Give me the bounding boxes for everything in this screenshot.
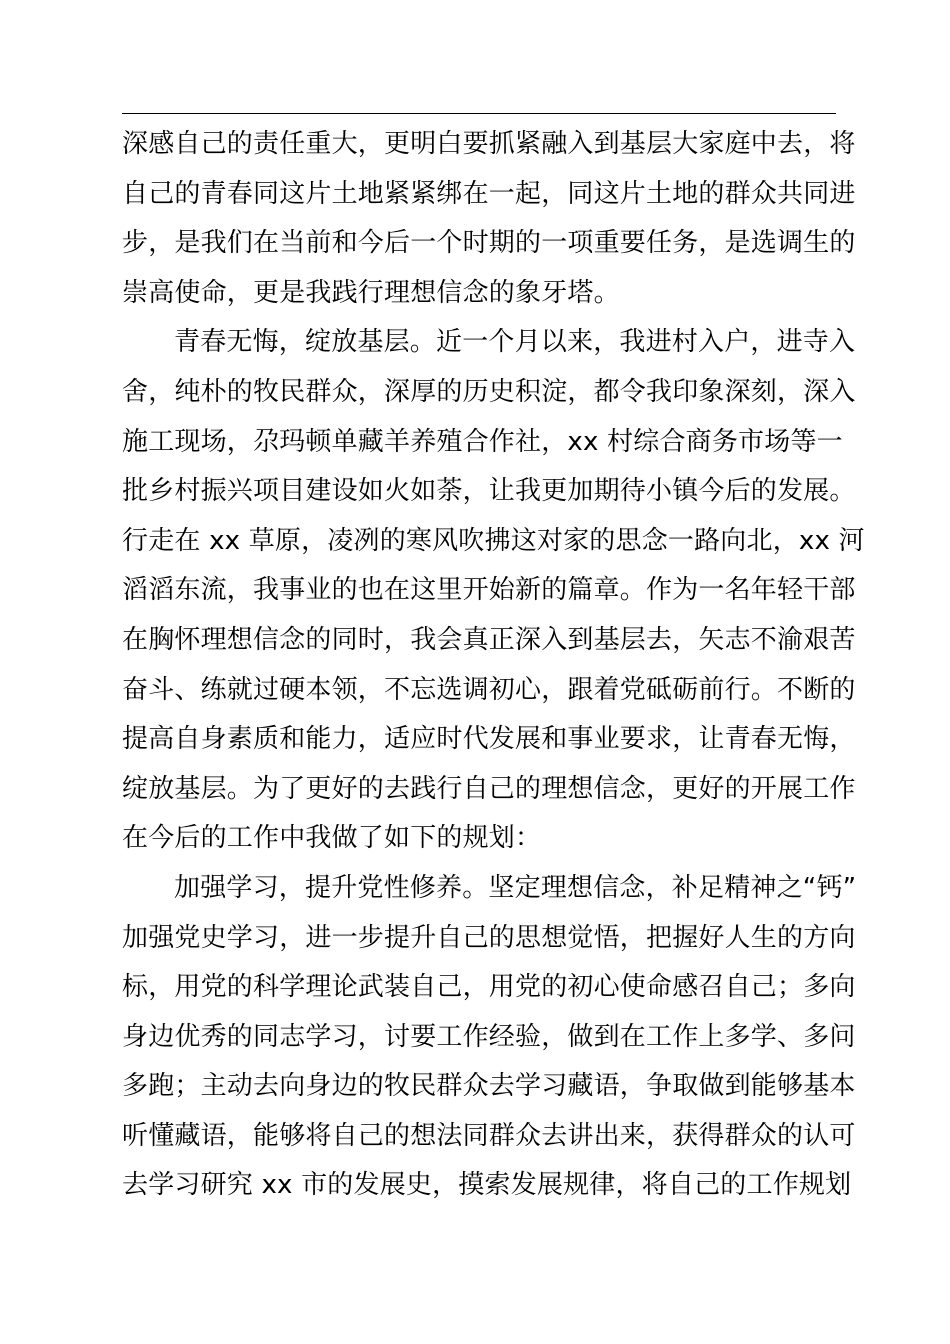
text-line: 滔滔东流，我事业的也在这里开始新的篇章。作为一名年轻干部 xyxy=(122,575,856,606)
text-line: 绽放基层。为了更好的去践行自己的理想信念，更好的开展工作 xyxy=(122,773,856,804)
text-line: 自己的青春同这片土地紧紧绑在一起，同这片土地的群众共同进 xyxy=(122,178,856,209)
text-line: 奋斗、练就过硬本领，不忘选调初心，跟着党砥砺前行。不断的 xyxy=(122,674,856,705)
text-line: 施工现场，尕玛顿单藏羊养殖合作社，xx 村综合商务市场等一 xyxy=(122,426,843,457)
text-line: 听懂藏语，能够将自己的想法同群众去讲出来，获得群众的认可 xyxy=(122,1120,856,1151)
header-rule xyxy=(122,113,836,114)
body-text xyxy=(122,120,865,1211)
text-line: 提高自身素质和能力，适应时代发展和事业要求，让青春无悔， xyxy=(122,724,856,755)
paragraph-start-line: 加强学习，提升党性修养。坚定理想信念，补足精神之“钙” xyxy=(174,872,857,903)
text-line: 批乡村振兴项目建设如火如荼，让我更加期待小镇今后的发展。 xyxy=(122,476,856,507)
text-line: 步，是我们在当前和今后一个时期的一项重要任务，是选调生的 xyxy=(122,228,856,259)
text-line: 在今后的工作中我做了如下的规划： xyxy=(122,823,542,854)
text-line: 多跑；主动去向身边的牧民群众去学习藏语，争取做到能够基本 xyxy=(122,1071,856,1102)
text-line: 深感自己的责任重大，更明白要抓紧融入到基层大家庭中去，将 xyxy=(122,129,856,159)
text-line: 在胸怀理想信念的同时，我会真正深入到基层去，矢志不渝艰苦 xyxy=(122,624,856,655)
text-line: 标，用党的科学理论武装自己，用党的初心使命感召自己；多向 xyxy=(122,972,856,1003)
text-line: 行走在 xx 草原，凌冽的寒风吹拂这对家的思念一路向北，xx 河 xyxy=(122,525,865,556)
text-line: 舍，纯朴的牧民群众，深厚的历史积淀，都令我印象深刻，深入 xyxy=(122,376,856,407)
text-line: 身边优秀的同志学习，讨要工作经验，做到在工作上多学、多问 xyxy=(122,1021,856,1052)
text-line: 加强党史学习，进一步提升自己的思想觉悟，把握好人生的方向 xyxy=(122,922,856,953)
text-line: 去学习研究 xx 市的发展史，摸索发展规律，将自己的工作规划 xyxy=(122,1170,852,1201)
text-line: 崇高使命，更是我践行理想信念的象牙塔。 xyxy=(122,277,620,308)
paragraph-start-line: 青春无悔，绽放基层。近一个月以来，我进村入户，进寺入 xyxy=(174,327,856,358)
